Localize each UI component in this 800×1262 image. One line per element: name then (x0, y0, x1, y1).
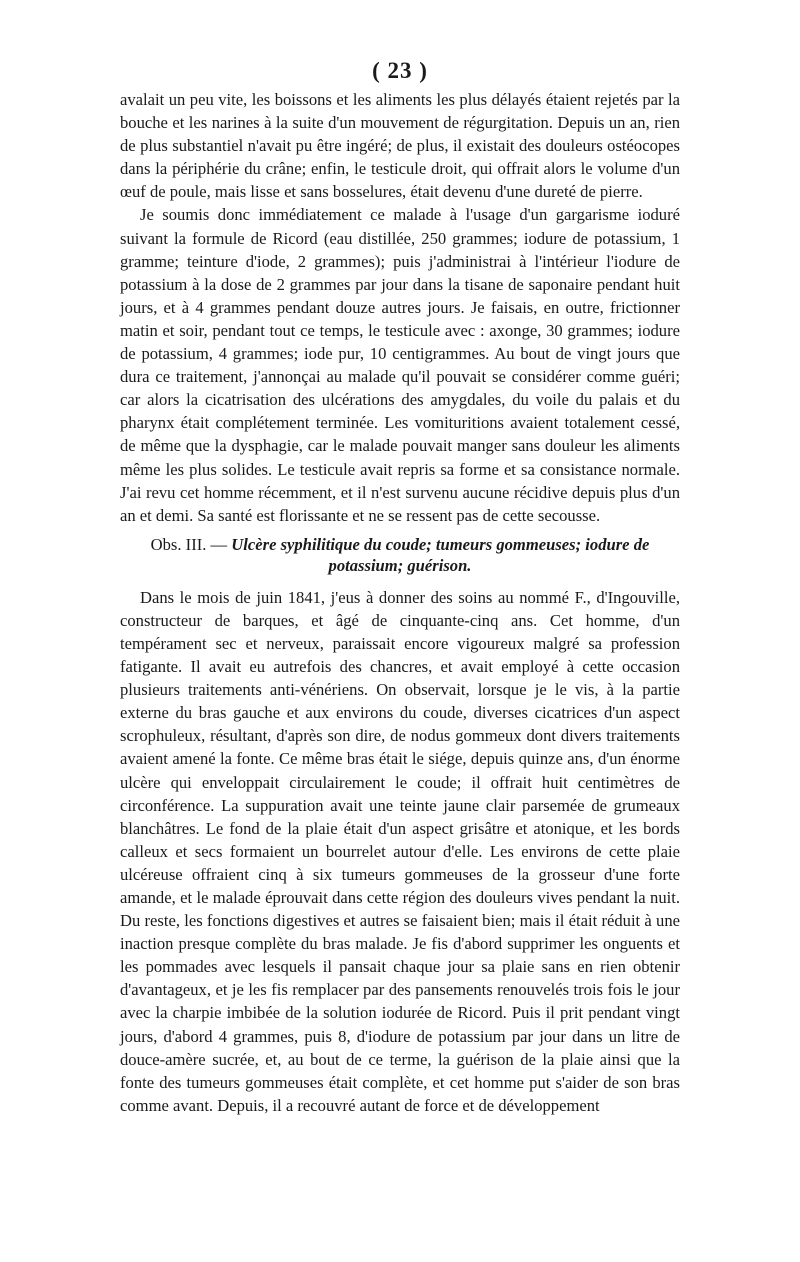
observation-title: Ulcère syphilitique du coude; tumeurs gommeuses; iodure de potassium; guérison. (231, 534, 650, 575)
paragraph-continuation: avalait un peu vite, les boissons et les aliments les plus délayés étaient rejetés par la bouche et les narines à la suite d'un mouvement de régurgitation. Depuis un an, rien de plus substantiel n'avait pu être ingéré; de plus, il existait des douleurs ostéocopes dans la périphérie du crâne; enfin, le testicule droit, qui offrait alors le volume d'un œuf de poule, mais lisse et sans bosselures, était devenu d'une dureté de pierre. (120, 90, 680, 202)
observation-heading (120, 534, 680, 576)
body-text (120, 88, 680, 1117)
observation-label: Obs. III. — (150, 534, 232, 554)
paragraph-case: Dans le mois de juin 1841, j'eus à donner des soins au nommé F., d'Ingouville, constructeur de barques, et âgé de cinquante-cinq ans. Cet homme, d'un tempérament sec et nerveux, paraissait encore vigoureux malgré sa profession fatigante. Il avait eu autrefois des chancres, et avait employé à cette occasion plusieurs traitements anti-vénériens. On observait, lorsque je le vis, à la partie externe du bras gauche et aux environs du coude, diverses cicatrices d'un aspect scrophuleux, résultant, d'après son dire, de nodus gommeux dont divers traitements avaient amené la fonte. Ce même bras était le siége, depuis quinze ans, d'un énorme ulcère qui enveloppait circulairement le coude; il offrait huit centimètres de circonférence. La suppuration avait une teinte jaune clair parsemée de grumeaux blanchâtres. Le fond de la plaie était d'un aspect grisâtre et atonique, et les bords calleux et secs formaient un bourrelet autour d'elle. Les environs de cette plaie ulcéreuse offraient cinq à six tumeurs gommeuses de la grosseur d'une forte amande, et le malade éprouvait dans cette région des douleurs vives pendant la nuit. Du reste, les fonctions digestives et autres se faisaient bien; mais il était réduit à une inaction presque complète du bras malade. Je fis d'abord supprimer les onguents et les pommades avec lesquels il pansait chaque jour sa plaie sans en rien obtenir d'avantageux, et je les fis remplacer par des pansements renouvelés trois fois le jour avec la charpie imbibée de la solution iodurée de Ricord. Puis il prit pendant vingt jours, d'abord 4 grammes, puis 8, d'iodure de potassium par jour dans un litre de douce-amère sucrée, et, au bout de ce terme, la guérison de la plaie ainsi que la fonte des tumeurs gommeuses était complète, et cet homme put s'aider de son bras comme avant. Depuis, il a recouvré autant de force et de développement (120, 587, 680, 1115)
page-number: ( 23 ) (372, 58, 428, 83)
paragraph-treatment: Je soumis donc immédiatement ce malade à l'usage d'un gargarisme ioduré suivant la formule de Ricord (eau distillée, 250 grammes; iodure de potassium, 1 gramme; teinture d'iode, 2 grammes); puis j'administrai à l'intérieur l'iodure de potassium à la dose de 2 grammes par jour dans la tisane de saponaire pendant huit jours, et à 4 grammes pendant douze autres jours. Je faisais, en outre, frictionner matin et soir, pendant tout ce temps, le testicule avec : axonge, 30 grammes; iodure de potassium, 4 grammes; iode pur, 10 centigrammes. Au bout de vingt jours que dura ce traitement, j'annonçai au malade qu'il pouvait se considérer comme guéri; car alors la cicatrisation des ulcérations des amygdales, du voile du palais et du pharynx était complétement terminée. Les vomituritions avaient totalement cessé, de même que la dysphagie, car le malade pouvait manger sans douleur les aliments même les plus solides. Le testicule avait repris sa forme et sa consistance normale. J'ai revu cet homme récemment, et il n'est survenu aucune récidive depuis plus d'un an et demi. Sa santé est florissante et ne se ressent pas de cette secousse. (120, 205, 680, 525)
